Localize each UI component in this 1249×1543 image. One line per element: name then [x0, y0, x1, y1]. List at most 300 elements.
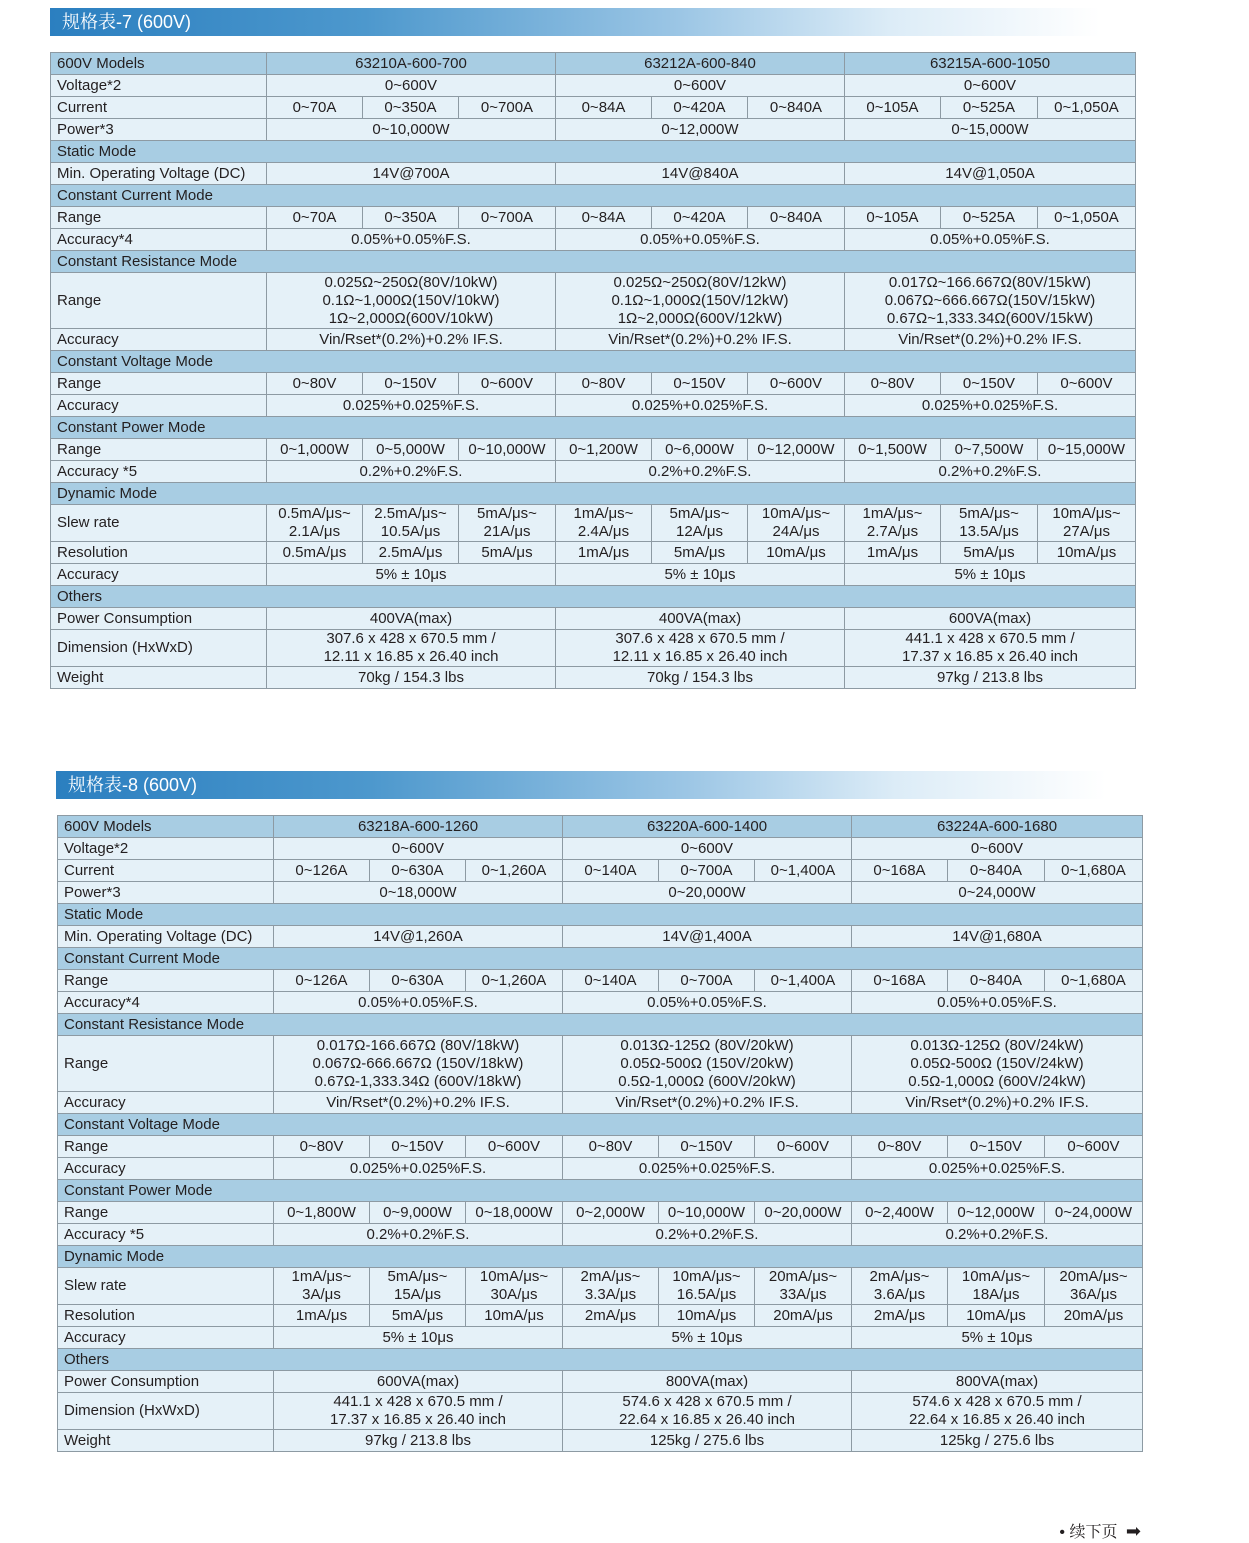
cv-accuracy-row-value: 0.025%+0.025%F.S. — [267, 395, 556, 417]
current-row-value: 0~126A — [274, 860, 370, 882]
cr-accuracy-row-value: Vin/Rset*(0.2%)+0.2% IF.S. — [274, 1092, 563, 1114]
weight-row-value: 97kg / 213.8 lbs — [845, 667, 1136, 689]
cr-range-value-line: 0.017Ω-166.667Ω (80V/18kW) — [316, 1036, 520, 1054]
cc-range-row-value: 0~126A — [274, 970, 370, 992]
dimension-value — [274, 1393, 563, 1430]
slew-rate-value-line: 3A/μs — [302, 1286, 341, 1303]
current-row — [51, 97, 1136, 119]
cc-range-row-value: 0~1,050A — [1038, 207, 1136, 229]
cp-mode-section — [58, 1180, 1143, 1202]
cv-mode-section-label: Constant Voltage Mode — [51, 351, 1136, 373]
dynamic-mode-section-label: Dynamic Mode — [58, 1246, 1143, 1268]
slew-rate-value-line: 20mA/μs~ — [1059, 1268, 1128, 1285]
slew-rate-value-line: 10.5A/μs — [380, 523, 441, 540]
cp-range-row-value: 0~2,000W — [563, 1202, 659, 1224]
slew-rate-value — [466, 1268, 563, 1305]
slew-rate-value — [852, 1268, 948, 1305]
slew-rate-value-line: 10mA/μs~ — [1052, 505, 1121, 522]
voltage-row-value: 0~600V — [852, 838, 1143, 860]
min-voltage-row-value: 14V@1,400A — [563, 926, 852, 948]
cp-range-row-value: 0~7,500W — [941, 439, 1038, 461]
weight-row-value: 70kg / 154.3 lbs — [556, 667, 845, 689]
row-label: Range — [51, 207, 267, 229]
cr-range-value-line: 0.1Ω~1,000Ω(150V/12kW) — [611, 291, 789, 309]
cc-accuracy-row-value: 0.05%+0.05%F.S. — [845, 229, 1136, 251]
cr-mode-section-label: Constant Resistance Mode — [58, 1014, 1143, 1036]
cc-range-row-value: 0~168A — [852, 970, 948, 992]
static-mode-section-label: Static Mode — [58, 904, 1143, 926]
row-label: Power Consumption — [58, 1371, 274, 1393]
slew-rate-value — [1038, 505, 1136, 542]
row-label: Weight — [58, 1430, 274, 1452]
slew-rate-value — [845, 505, 941, 542]
current-row-value: 0~84A — [556, 97, 652, 119]
cv-range-row-value: 0~150V — [363, 373, 459, 395]
min-voltage-row-value: 14V@1,680A — [852, 926, 1143, 948]
row-label: Resolution — [58, 1305, 274, 1327]
slew-rate-value-line: 30A/μs — [490, 1286, 538, 1303]
cv-range-row-value: 0~600V — [459, 373, 556, 395]
cr-range-value-line: 0.67Ω-1,333.34Ω (600V/18kW) — [314, 1072, 522, 1090]
slew-rate-value-line: 20mA/μs~ — [768, 1268, 838, 1285]
power-consumption-row-value: 800VA(max) — [563, 1371, 852, 1393]
slew-rate-value — [274, 1268, 370, 1305]
cp-range-row-value: 0~1,000W — [267, 439, 363, 461]
row-label: Accuracy — [51, 564, 267, 586]
cr-accuracy-row-value: Vin/Rset*(0.2%)+0.2% IF.S. — [563, 1092, 852, 1114]
cc-range-row-value: 0~840A — [948, 970, 1045, 992]
power-row — [51, 119, 1136, 141]
resolution-row-value: 2.5mA/μs — [363, 542, 459, 564]
cv-range-row-value: 0~150V — [370, 1136, 466, 1158]
slew-rate-value-line: 1mA/μs~ — [862, 505, 923, 522]
power-consumption-row-value: 600VA(max) — [274, 1371, 563, 1393]
cr-range-value-line: 0.5Ω-1,000Ω (600V/20kW) — [618, 1072, 796, 1090]
dynamic-accuracy-row-value: 5% ± 10μs — [852, 1327, 1143, 1349]
dimension-value — [267, 630, 556, 667]
cv-range-row-value: 0~150V — [652, 373, 748, 395]
slew-rate-value-line: 2mA/μs~ — [869, 1268, 930, 1285]
row-label: Current — [51, 97, 267, 119]
slew-rate-value-line: 36A/μs — [1070, 1286, 1117, 1303]
current-row-value: 0~350A — [363, 97, 459, 119]
power-consumption-row-value: 800VA(max) — [852, 1371, 1143, 1393]
cp-range-row-value: 0~1,800W — [274, 1202, 370, 1224]
slew-rate-value — [363, 505, 459, 542]
cr-range-value-line: 0.067Ω~666.667Ω(150V/15kW) — [884, 291, 1096, 309]
row-label: Accuracy*4 — [58, 992, 274, 1014]
cp-range-row-value: 0~9,000W — [370, 1202, 466, 1224]
slew-rate-value — [556, 505, 652, 542]
cp-accuracy-row — [51, 461, 1136, 483]
cr-range-value — [845, 273, 1136, 329]
dynamic-mode-section-label: Dynamic Mode — [51, 483, 1136, 505]
cv-mode-section — [51, 351, 1136, 373]
cr-range-value-line: 0.025Ω~250Ω(80V/12kW) — [613, 273, 787, 291]
slew-rate-value-line: 2.7A/μs — [866, 523, 919, 540]
row-label: Current — [58, 860, 274, 882]
slew-rate-value — [652, 505, 748, 542]
cv-range-row-value: 0~80V — [852, 1136, 948, 1158]
slew-rate-value-line: 5mA/μs~ — [387, 1268, 448, 1285]
models-row-value: 63220A-600-1400 — [563, 816, 852, 838]
current-row-value: 0~525A — [941, 97, 1038, 119]
cp-range-row-value: 0~6,000W — [652, 439, 748, 461]
cp-accuracy-row-value: 0.2%+0.2%F.S. — [845, 461, 1136, 483]
cr-accuracy-row-value: Vin/Rset*(0.2%)+0.2% IF.S. — [556, 329, 845, 351]
voltage-row-value: 0~600V — [267, 75, 556, 97]
cp-range-row — [51, 439, 1136, 461]
power-row — [58, 882, 1143, 904]
cv-accuracy-row-value: 0.025%+0.025%F.S. — [556, 395, 845, 417]
dynamic-mode-section — [51, 483, 1136, 505]
cc-range-row — [51, 207, 1136, 229]
cv-range-row-value: 0~80V — [556, 373, 652, 395]
cc-range-row-value: 0~525A — [941, 207, 1038, 229]
cp-accuracy-row-value: 0.2%+0.2%F.S. — [556, 461, 845, 483]
current-row-value: 0~840A — [948, 860, 1045, 882]
cp-mode-section-label: Constant Power Mode — [58, 1180, 1143, 1202]
cp-range-row-value: 0~12,000W — [748, 439, 845, 461]
row-label: Accuracy — [58, 1092, 274, 1114]
power-row-value: 0~20,000W — [563, 882, 852, 904]
models-row-value: 63210A-600-700 — [267, 53, 556, 75]
spec-table-8 — [57, 815, 1143, 1452]
dynamic-accuracy-row-value: 5% ± 10μs — [563, 1327, 852, 1349]
dynamic-accuracy-row — [58, 1327, 1143, 1349]
row-label: Resolution — [51, 542, 267, 564]
cv-range-row-value: 0~150V — [941, 373, 1038, 395]
slew-rate-value — [941, 505, 1038, 542]
resolution-row-value: 10mA/μs — [1038, 542, 1136, 564]
slew-rate-value — [370, 1268, 466, 1305]
slew-rate-value-line: 10mA/μs~ — [961, 1268, 1031, 1285]
slew-rate-value — [1045, 1268, 1143, 1305]
cp-accuracy-row-value: 0.2%+0.2%F.S. — [267, 461, 556, 483]
cc-range-row-value: 0~420A — [652, 207, 748, 229]
cc-range-row — [58, 970, 1143, 992]
slew-rate-value-line: 5mA/μs~ — [669, 505, 730, 522]
row-label: Dimension (HxWxD) — [51, 630, 267, 667]
row-label: Accuracy — [58, 1158, 274, 1180]
resolution-row-value: 1mA/μs — [845, 542, 941, 564]
cv-accuracy-row-value: 0.025%+0.025%F.S. — [845, 395, 1136, 417]
power-consumption-row-value: 600VA(max) — [845, 608, 1136, 630]
current-row-value: 0~700A — [459, 97, 556, 119]
right-arrow-icon: ➡ — [1125, 1521, 1141, 1541]
weight-row-value: 97kg / 213.8 lbs — [274, 1430, 563, 1452]
slew-rate-value-line: 10mA/μs~ — [761, 505, 831, 522]
cp-range-row-value: 0~18,000W — [466, 1202, 563, 1224]
cc-accuracy-row-value: 0.05%+0.05%F.S. — [267, 229, 556, 251]
slew-rate-value-line: 13.5A/μs — [959, 523, 1019, 540]
cv-accuracy-row-value: 0.025%+0.025%F.S. — [274, 1158, 563, 1180]
cc-range-row-value: 0~1,680A — [1045, 970, 1143, 992]
row-label: Accuracy — [51, 395, 267, 417]
row-label: Min. Operating Voltage (DC) — [51, 163, 267, 185]
slew-rate-value-line: 2mA/μs~ — [580, 1268, 641, 1285]
current-row-value: 0~168A — [852, 860, 948, 882]
slew-rate-value — [748, 505, 845, 542]
current-row-value: 0~70A — [267, 97, 363, 119]
others-section-label: Others — [58, 1349, 1143, 1371]
continue-next-page — [1059, 1519, 1141, 1542]
dimension-value-line: 22.64 x 16.85 x 26.40 inch — [909, 1411, 1085, 1428]
dimension-value-line: 574.6 x 428 x 670.5 mm / — [912, 1393, 1082, 1410]
voltage-row — [58, 838, 1143, 860]
current-row-value: 0~140A — [563, 860, 659, 882]
cv-range-row — [51, 373, 1136, 395]
dynamic-accuracy-row-value: 5% ± 10μs — [556, 564, 845, 586]
cv-mode-section — [58, 1114, 1143, 1136]
slew-rate-value-line: 12A/μs — [676, 523, 723, 540]
power-row-value: 0~12,000W — [556, 119, 845, 141]
dimension-value-line: 441.1 x 428 x 670.5 mm / — [333, 1393, 503, 1410]
slew-rate-value-line: 2.1A/μs — [288, 523, 341, 540]
cr-range-value-line: 0.017Ω~166.667Ω(80V/15kW) — [888, 273, 1092, 291]
cp-range-row-value: 0~24,000W — [1045, 1202, 1143, 1224]
dimension-value — [556, 630, 845, 667]
cr-accuracy-row-value: Vin/Rset*(0.2%)+0.2% IF.S. — [852, 1092, 1143, 1114]
min-voltage-row-value: 14V@700A — [267, 163, 556, 185]
continue-text: 续下页 — [1069, 1524, 1118, 1541]
weight-row-value: 125kg / 275.6 lbs — [563, 1430, 852, 1452]
min-voltage-row-value: 14V@1,050A — [845, 163, 1136, 185]
min-voltage-row-value: 14V@1,260A — [274, 926, 563, 948]
weight-row — [58, 1430, 1143, 1452]
cr-accuracy-row — [51, 329, 1136, 351]
row-label: Voltage*2 — [51, 75, 267, 97]
voltage-row-value: 0~600V — [563, 838, 852, 860]
dimension-value-line: 17.37 x 16.85 x 26.40 inch — [330, 1411, 506, 1428]
cc-accuracy-row — [51, 229, 1136, 251]
slew-rate-value — [267, 505, 363, 542]
row-label: Slew rate — [58, 1268, 274, 1305]
dimension-value — [845, 630, 1136, 667]
dynamic-mode-section — [58, 1246, 1143, 1268]
dimension-value — [852, 1393, 1143, 1430]
cc-range-row-value: 0~840A — [748, 207, 845, 229]
row-label: Range — [58, 1136, 274, 1158]
row-label: Voltage*2 — [58, 838, 274, 860]
dimension-value-line: 17.37 x 16.85 x 26.40 inch — [902, 648, 1078, 665]
slew-rate-value-line: 2.5mA/μs~ — [374, 505, 447, 522]
cp-mode-section-label: Constant Power Mode — [51, 417, 1136, 439]
cp-accuracy-row-value: 0.2%+0.2%F.S. — [852, 1224, 1143, 1246]
resolution-row-value: 5mA/μs — [459, 542, 556, 564]
cv-mode-section-label: Constant Voltage Mode — [58, 1114, 1143, 1136]
cv-range-row-value: 0~80V — [267, 373, 363, 395]
resolution-row-value: 10mA/μs — [659, 1305, 755, 1327]
voltage-row-value: 0~600V — [556, 75, 845, 97]
cr-mode-section-label: Constant Resistance Mode — [51, 251, 1136, 273]
cr-range-value-line: 0.013Ω-125Ω (80V/20kW) — [620, 1036, 794, 1054]
cv-range-row-value: 0~600V — [755, 1136, 852, 1158]
power-row-value: 0~15,000W — [845, 119, 1136, 141]
dynamic-accuracy-row — [51, 564, 1136, 586]
models-row-value: 63215A-600-1050 — [845, 53, 1136, 75]
cr-accuracy-row — [58, 1092, 1143, 1114]
spec-table-8-title: 规格表-8 (600V) — [56, 771, 1106, 799]
cr-range-value-line: 0.05Ω-500Ω (150V/20kW) — [620, 1054, 794, 1072]
resolution-row-value: 10mA/μs — [948, 1305, 1045, 1327]
cv-accuracy-row — [58, 1158, 1143, 1180]
models-row-value: 63218A-600-1260 — [274, 816, 563, 838]
min-voltage-row-value: 14V@840A — [556, 163, 845, 185]
power-row-value: 0~10,000W — [267, 119, 556, 141]
dimension-value-line: 574.6 x 428 x 670.5 mm / — [622, 1393, 792, 1410]
voltage-row — [51, 75, 1136, 97]
slew-rate-value-line: 5mA/μs~ — [959, 505, 1019, 522]
power-consumption-row — [51, 608, 1136, 630]
cr-accuracy-row-value: Vin/Rset*(0.2%)+0.2% IF.S. — [845, 329, 1136, 351]
current-row-value: 0~420A — [652, 97, 748, 119]
cr-range-value-line: 0.067Ω-666.667Ω (150V/18kW) — [312, 1054, 524, 1072]
current-row-value: 0~700A — [659, 860, 755, 882]
row-label: Slew rate — [51, 505, 267, 542]
resolution-row — [58, 1305, 1143, 1327]
cv-range-row-value: 0~80V — [274, 1136, 370, 1158]
resolution-row-value: 2mA/μs — [563, 1305, 659, 1327]
dimension-value-line: 441.1 x 428 x 670.5 mm / — [905, 630, 1075, 647]
cr-range-value-line: 0.67Ω~1,333.34Ω(600V/15kW) — [886, 309, 1094, 327]
models-row — [51, 53, 1136, 75]
cp-range-row-value: 0~20,000W — [755, 1202, 852, 1224]
row-label: 600V Models — [58, 816, 274, 838]
slew-rate-value-line: 2.4A/μs — [577, 523, 630, 540]
current-row-value: 0~1,050A — [1038, 97, 1136, 119]
others-section — [51, 586, 1136, 608]
power-consumption-row-value: 400VA(max) — [267, 608, 556, 630]
weight-row-value: 70kg / 154.3 lbs — [267, 667, 556, 689]
cr-range-value-line: 0.013Ω-125Ω (80V/24kW) — [910, 1036, 1084, 1054]
current-row-value: 0~840A — [748, 97, 845, 119]
row-label: Min. Operating Voltage (DC) — [58, 926, 274, 948]
models-row-value: 63224A-600-1680 — [852, 816, 1143, 838]
slew-rate-value-line: 0.5mA/μs~ — [278, 505, 351, 522]
resolution-row-value: 20mA/μs — [755, 1305, 852, 1327]
cr-mode-section — [51, 251, 1136, 273]
row-label: Accuracy *5 — [58, 1224, 274, 1246]
slew-rate-value — [563, 1268, 659, 1305]
dynamic-accuracy-row-value: 5% ± 10μs — [845, 564, 1136, 586]
cp-range-row-value: 0~15,000W — [1038, 439, 1136, 461]
cv-range-row-value: 0~600V — [1038, 373, 1136, 395]
models-row — [58, 816, 1143, 838]
cp-range-row-value: 0~10,000W — [659, 1202, 755, 1224]
row-label: Power*3 — [51, 119, 267, 141]
others-section — [58, 1349, 1143, 1371]
row-label: Range — [51, 373, 267, 395]
cr-accuracy-row-value: Vin/Rset*(0.2%)+0.2% IF.S. — [267, 329, 556, 351]
cc-range-row-value: 0~70A — [267, 207, 363, 229]
row-label: Weight — [51, 667, 267, 689]
slew-rate-value-line: 33A/μs — [779, 1286, 827, 1303]
cc-range-row-value: 0~700A — [659, 970, 755, 992]
cc-mode-section-label: Constant Current Mode — [58, 948, 1143, 970]
cr-range-value — [267, 273, 556, 329]
resolution-row-value: 1mA/μs — [556, 542, 652, 564]
voltage-row-value: 0~600V — [845, 75, 1136, 97]
row-label: Power*3 — [58, 882, 274, 904]
slew-rate-value-line: 16.5A/μs — [676, 1286, 737, 1303]
slew-rate-value-line: 1mA/μs~ — [573, 505, 634, 522]
slew-rate-value-line: 27A/μs — [1063, 523, 1110, 540]
slew-rate-value-line: 3.6A/μs — [873, 1286, 926, 1303]
resolution-row-value: 5mA/μs — [652, 542, 748, 564]
power-consumption-row — [58, 1371, 1143, 1393]
current-row — [58, 860, 1143, 882]
row-label: Dimension (HxWxD) — [58, 1393, 274, 1430]
row-label: Accuracy*4 — [51, 229, 267, 251]
cc-range-row-value: 0~140A — [563, 970, 659, 992]
spec-table-7 — [50, 52, 1136, 689]
power-row-value: 0~24,000W — [852, 882, 1143, 904]
cr-range-value-line: 0.5Ω-1,000Ω (600V/24kW) — [908, 1072, 1086, 1090]
models-row-value: 63212A-600-840 — [556, 53, 845, 75]
dynamic-accuracy-row-value: 5% ± 10μs — [274, 1327, 563, 1349]
cv-range-row-value: 0~600V — [1045, 1136, 1143, 1158]
cp-accuracy-row — [58, 1224, 1143, 1246]
slew-rate-value — [948, 1268, 1045, 1305]
cr-range-row — [58, 1036, 1143, 1092]
dimension-value-line: 307.6 x 428 x 670.5 mm / — [615, 630, 785, 647]
cc-range-row-value: 0~84A — [556, 207, 652, 229]
cc-range-row-value: 0~700A — [459, 207, 556, 229]
cp-range-row — [58, 1202, 1143, 1224]
slew-rate-value-line: 18A/μs — [972, 1286, 1020, 1303]
resolution-row-value: 5mA/μs — [370, 1305, 466, 1327]
cc-accuracy-row-value: 0.05%+0.05%F.S. — [274, 992, 563, 1014]
cp-range-row-value: 0~5,000W — [363, 439, 459, 461]
weight-row-value: 125kg / 275.6 lbs — [852, 1430, 1143, 1452]
current-row-value: 0~1,400A — [755, 860, 852, 882]
cv-accuracy-row-value: 0.025%+0.025%F.S. — [563, 1158, 852, 1180]
min-voltage-row — [51, 163, 1136, 185]
cv-range-row — [58, 1136, 1143, 1158]
cr-range-value-line: 0.1Ω~1,000Ω(150V/10kW) — [322, 291, 500, 309]
cc-range-row-value: 0~105A — [845, 207, 941, 229]
dimension-row — [58, 1393, 1143, 1430]
cv-accuracy-row-value: 0.025%+0.025%F.S. — [852, 1158, 1143, 1180]
dynamic-accuracy-row-value: 5% ± 10μs — [267, 564, 556, 586]
voltage-row-value: 0~600V — [274, 838, 563, 860]
cr-range-row — [51, 273, 1136, 329]
cv-range-row-value: 0~150V — [948, 1136, 1045, 1158]
cr-range-value-line: 1Ω~2,000Ω(600V/12kW) — [617, 309, 783, 327]
cc-accuracy-row — [58, 992, 1143, 1014]
resolution-row-value: 1mA/μs — [274, 1305, 370, 1327]
cr-mode-section — [58, 1014, 1143, 1036]
cv-range-row-value: 0~600V — [748, 373, 845, 395]
slew-rate-value-line: 1mA/μs~ — [291, 1268, 352, 1285]
static-mode-section-label: Static Mode — [51, 141, 1136, 163]
row-label: Accuracy — [51, 329, 267, 351]
static-mode-section — [58, 904, 1143, 926]
row-label: Accuracy *5 — [51, 461, 267, 483]
others-section-label: Others — [51, 586, 1136, 608]
row-label: Accuracy — [58, 1327, 274, 1349]
slew-rate-value-line: 3.3A/μs — [584, 1286, 637, 1303]
power-consumption-row-value: 400VA(max) — [556, 608, 845, 630]
cp-range-row-value: 0~2,400W — [852, 1202, 948, 1224]
resolution-row-value: 5mA/μs — [941, 542, 1038, 564]
resolution-row-value: 2mA/μs — [852, 1305, 948, 1327]
dimension-value-line: 12.11 x 16.85 x 26.40 inch — [323, 648, 499, 665]
slew-rate-value — [459, 505, 556, 542]
row-label: Range — [58, 1036, 274, 1092]
cv-range-row-value: 0~80V — [845, 373, 941, 395]
